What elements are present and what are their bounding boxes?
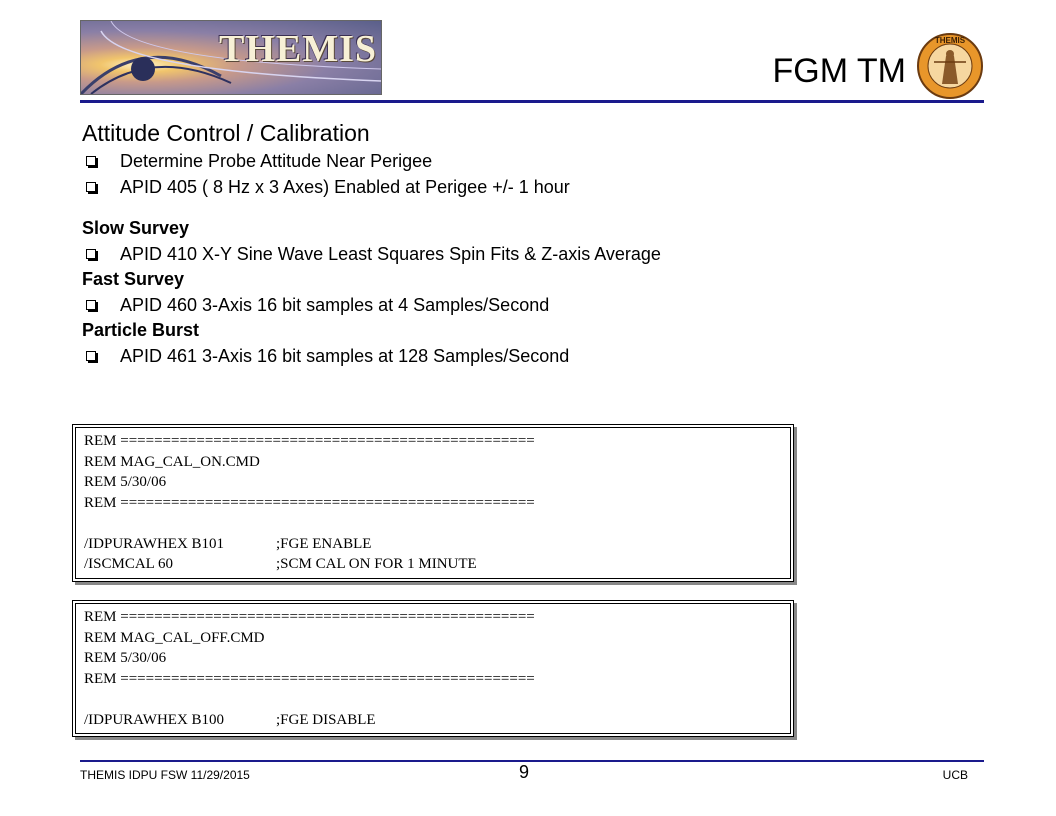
code-line: REM MAG_CAL_ON.CMD <box>84 453 260 470</box>
page-number: 9 <box>519 762 530 782</box>
checkbox-bullet-icon <box>86 249 96 259</box>
code-blank-line <box>84 689 782 710</box>
subheading-particle-burst: Particle Burst <box>82 320 200 340</box>
bullet-item <box>82 292 982 318</box>
command-text: /IDPURAWHEX B101 <box>84 535 225 552</box>
subheading-fast-survey: Fast Survey <box>82 269 185 289</box>
code-line: REM 5/30/06 <box>84 474 167 490</box>
checkbox-bullet-icon <box>86 156 96 166</box>
code-line: REM ================================================= <box>84 494 535 511</box>
code-line: REM MAG_CAL_OFF.CMD <box>84 629 265 646</box>
code-blank-line <box>84 513 782 534</box>
command-text: /IDPURAWHEX B100 <box>84 711 225 728</box>
badge-text: THEMIS <box>934 36 966 45</box>
code-command-line <box>84 534 782 555</box>
code-line: REM ================================================= <box>84 670 535 687</box>
code-line: REM ================================================= <box>84 609 535 625</box>
footer-right-text: UCB <box>942 768 968 782</box>
checkbox-bullet-icon <box>86 351 96 361</box>
bullet-text: Determine Probe Attitude Near Perigee <box>120 151 433 171</box>
command-text: /ISCMCAL 60 <box>84 556 174 572</box>
themis-logo-banner <box>80 20 382 95</box>
logo-text: THEMIS <box>219 28 378 70</box>
slide-title: FGM TM <box>772 52 906 90</box>
section-heading: Attitude Control / Calibration <box>82 120 370 146</box>
command-comment: ;FGE DISABLE <box>276 711 376 728</box>
bullet-item <box>82 241 982 267</box>
bullet-text: APID 461 3-Axis 16 bit samples at 128 Samples/Second <box>120 346 570 366</box>
header-divider <box>80 100 984 103</box>
bullet-item <box>82 148 982 174</box>
footer-divider <box>80 760 984 762</box>
code-command-line <box>84 710 782 731</box>
subheading-slow-survey: Slow Survey <box>82 218 190 238</box>
bullet-text: APID 460 3-Axis 16 bit samples at 4 Samples/Second <box>120 295 550 315</box>
command-comment: ;SCM CAL ON FOR 1 MINUTE <box>276 556 477 572</box>
footer-left-text: THEMIS IDPU FSW 11/29/2015 <box>80 768 250 782</box>
checkbox-bullet-icon <box>86 182 96 192</box>
checkbox-bullet-icon <box>86 300 96 310</box>
bullet-item <box>82 343 982 369</box>
code-line: REM 5/30/06 <box>84 650 167 666</box>
code-command-line <box>84 554 782 575</box>
command-comment: ;FGE ENABLE <box>276 535 372 552</box>
bullet-item <box>82 174 982 200</box>
code-line: REM ================================================= <box>84 433 535 449</box>
bullet-text: APID 410 X-Y Sine Wave Least Squares Spin Fits & Z-axis Average <box>120 244 661 264</box>
bullet-text: APID 405 ( 8 Hz x 3 Axes) Enabled at Perigee +/- 1 hour <box>120 177 570 197</box>
themis-mission-badge <box>916 32 984 100</box>
code-block-cal-off <box>72 600 794 737</box>
slide-content <box>82 118 982 369</box>
code-block-cal-on <box>72 424 794 582</box>
